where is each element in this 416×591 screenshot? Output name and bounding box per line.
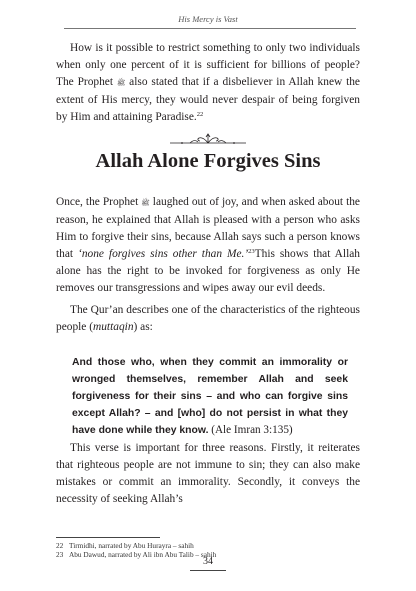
paragraph-2-text-c: This shows that Allah alone has the right to be invoked for forgiveness as only He removes our transgressions and wipes away our evil deeds. [56, 248, 360, 294]
paragraph-2-text-b: laughed out of joy, and when asked about the reason, he explained that Allah is pleased with a person who asks Him to forgive their sins, because Allah says such a person knows that [56, 196, 360, 260]
quran-verse-blockquote [72, 354, 348, 439]
footnote-ref-23: 23 [248, 248, 255, 255]
paragraph-2 [56, 194, 360, 297]
floral-divider-ornament-icon [168, 132, 248, 146]
running-header: His Mercy is Vast [178, 14, 238, 24]
footnote-text: Tirmidhi, narrated by Abu Hurayra – sahih [69, 541, 194, 550]
footnote-22 [56, 541, 360, 550]
verse-text: And those who, when they commit an immorality or wronged themselves, remember Allah and seek forgiveness for their sins – and who can forgive sins except Allah? – and [who] do not persist in what they have done while they know. [72, 357, 348, 436]
page-number-rule [190, 570, 226, 571]
footnote-number: 22 [56, 541, 64, 550]
paragraph-1 [56, 40, 360, 126]
footnote-text: Abu Dawud, narrated by Ali ibn Abu Talib – sahih [69, 550, 217, 559]
paragraph-3-text-b: ) as: [133, 321, 153, 333]
page-number: 34 [203, 556, 213, 567]
footnote-number: 23 [56, 550, 64, 559]
footnote-rule [56, 537, 160, 538]
paragraph-4: This verse is important for three reasons. Firstly, it reiterates that righteous people are not immune to sin; they can also make mistakes or commit an immorality. Secondly, it conveys the necessity of seeking Allah’s [56, 442, 360, 505]
hadith-quote: ‘none forgives sins other than Me.’ [78, 248, 249, 260]
paragraph-3-text-a: The Qur’an describes one of the characteristics of the righteous people ( [56, 304, 360, 333]
paragraph-1-text-b: also stated that if a disbeliever in Allah knew the extent of His mercy, they would never despair of being forgiven by Him and attaining Paradise. [56, 76, 360, 123]
salawat-glyph: ﷺ [141, 199, 150, 207]
verse-citation: (Ale Imran 3:135) [208, 424, 293, 436]
header-rule [64, 28, 356, 29]
salawat-glyph: ﷺ [116, 79, 126, 87]
paragraph-3 [56, 302, 360, 336]
paragraph-1-text-a: How is it possible to restrict something to only two individuals when only one percent of it is sufficient for billions of people? The Prophet [56, 42, 360, 88]
paragraph-2-text-a: Once, the Prophet [56, 196, 142, 208]
term-muttaqin: muttaqin [93, 321, 134, 333]
section-title: Allah Alone Forgives Sins [95, 150, 321, 172]
footnote-ref-22: 22 [196, 111, 204, 118]
